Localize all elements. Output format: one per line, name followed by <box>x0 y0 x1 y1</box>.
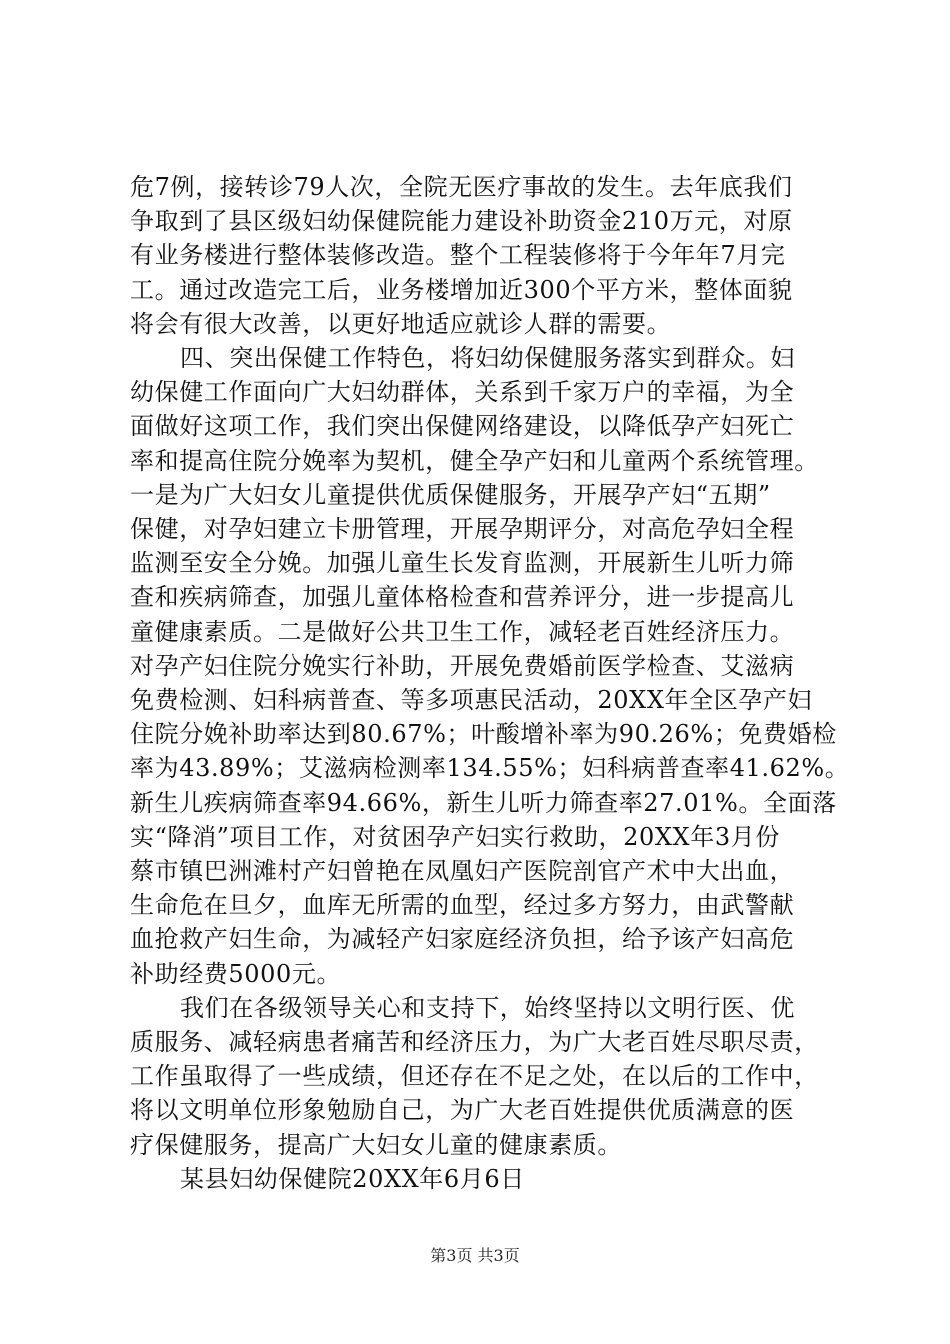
text-line: 有业务楼进行整体装修改造。整个工程装修将于今年年7月完 <box>130 241 786 270</box>
text-line: 我们在各级领导关心和支持下，始终坚持以文明行医、优 <box>180 993 795 1022</box>
paragraph-continuation <box>130 170 830 341</box>
paragraph-closing <box>130 991 830 1162</box>
text-line: 率为43.89%；艾滋病检测率134.55%；妇科病普查率41.62%。 <box>130 754 850 783</box>
text-line: 一是为广大妇女儿童提供优质保健服务，开展孕产妇“五期” <box>130 480 771 509</box>
text-line: 疗保健服务，提高广大妇女儿童的健康素质。 <box>130 1130 622 1159</box>
text-line: 查和疾病筛查，加强儿童体格检查和营养评分，进一步提高儿 <box>130 583 795 612</box>
text-line: 工。通过改造完工后，业务楼增加近300个平方米，整体面貌 <box>130 275 793 304</box>
document-body <box>130 170 850 1196</box>
text-line: 免费检测、妇科病普查、等多项惠民活动，20XX年全区孕产妇 <box>130 686 813 715</box>
text-line: 幼保健工作面向广大妇幼群体，关系到千家万户的幸福，为全 <box>130 378 795 407</box>
text-line: 实“降消”项目工作，对贫困孕产妇实行救助，20XX年3月份 <box>130 822 780 851</box>
text-line: 争取到了县区级妇幼保健院能力建设补助资金210万元，对原 <box>130 207 793 236</box>
signature: 某县妇幼保健院20XX年6月6日 <box>180 1164 525 1193</box>
signature-line <box>130 1162 830 1196</box>
text-line: 对孕产妇住院分娩实行补助，开展免费婚前医学检查、艾滋病 <box>130 651 795 680</box>
text-line: 童健康素质。二是做好公共卫生工作，减轻老百姓经济压力。 <box>130 617 795 646</box>
text-line: 补助经费5000元。 <box>130 959 342 988</box>
text-line: 将会有很大改善，以更好地适应就诊人群的需要。 <box>130 309 672 338</box>
page-footer <box>0 1243 950 1266</box>
text-line: 监测至安全分娩。加强儿童生长发育监测，开展新生儿听力筛 <box>130 549 795 578</box>
text-line: 工作虽取得了一些成绩，但还存在不足之处，在以后的工作中， <box>130 1062 819 1091</box>
paragraph-section-four <box>130 341 850 991</box>
text-line: 蔡市镇巴洲滩村产妇曾艳在凤凰妇产医院剖官产术中大出血， <box>130 857 795 886</box>
text-line: 保健，对孕妇建立卡册管理，开展孕期评分，对高危孕妇全程 <box>130 515 795 544</box>
text-line: 将以文明单位形象勉励自己，为广大老百姓提供优质满意的医 <box>130 1096 795 1125</box>
text-line: 危7例，接转诊79人次，全院无医疗事故的发生。去年底我们 <box>130 173 793 201</box>
text-line: 四、突出保健工作特色，将妇幼保健服务落实到群众。妇 <box>180 344 795 373</box>
text-line: 住院分娩补助率达到80.67%；叶酸增补率为90.26%；免费婚检 <box>130 720 837 749</box>
text-line: 生命危在旦夕，血库无所需的血型，经过多方努力，由武警献 <box>130 891 795 920</box>
text-line: 质服务、减轻病患者痛苦和经济压力，为广大老百姓尽职尽责， <box>130 1028 819 1057</box>
page-number: 第3页 共3页 <box>430 1246 520 1265</box>
text-line: 血抢救产妇生命，为减轻产妇家庭经济负担，给予该产妇高危 <box>130 925 795 954</box>
text-line: 新生儿疾病筛查率94.66%，新生儿听力筛查率27.01%。全面落 <box>130 788 837 817</box>
text-line: 面做好这项工作，我们突出保健网络建设，以降低孕产妇死亡 <box>130 412 795 441</box>
text-line: 率和提高住院分娩率为契机，健全孕产妇和儿童两个系统管理。 <box>130 446 819 475</box>
